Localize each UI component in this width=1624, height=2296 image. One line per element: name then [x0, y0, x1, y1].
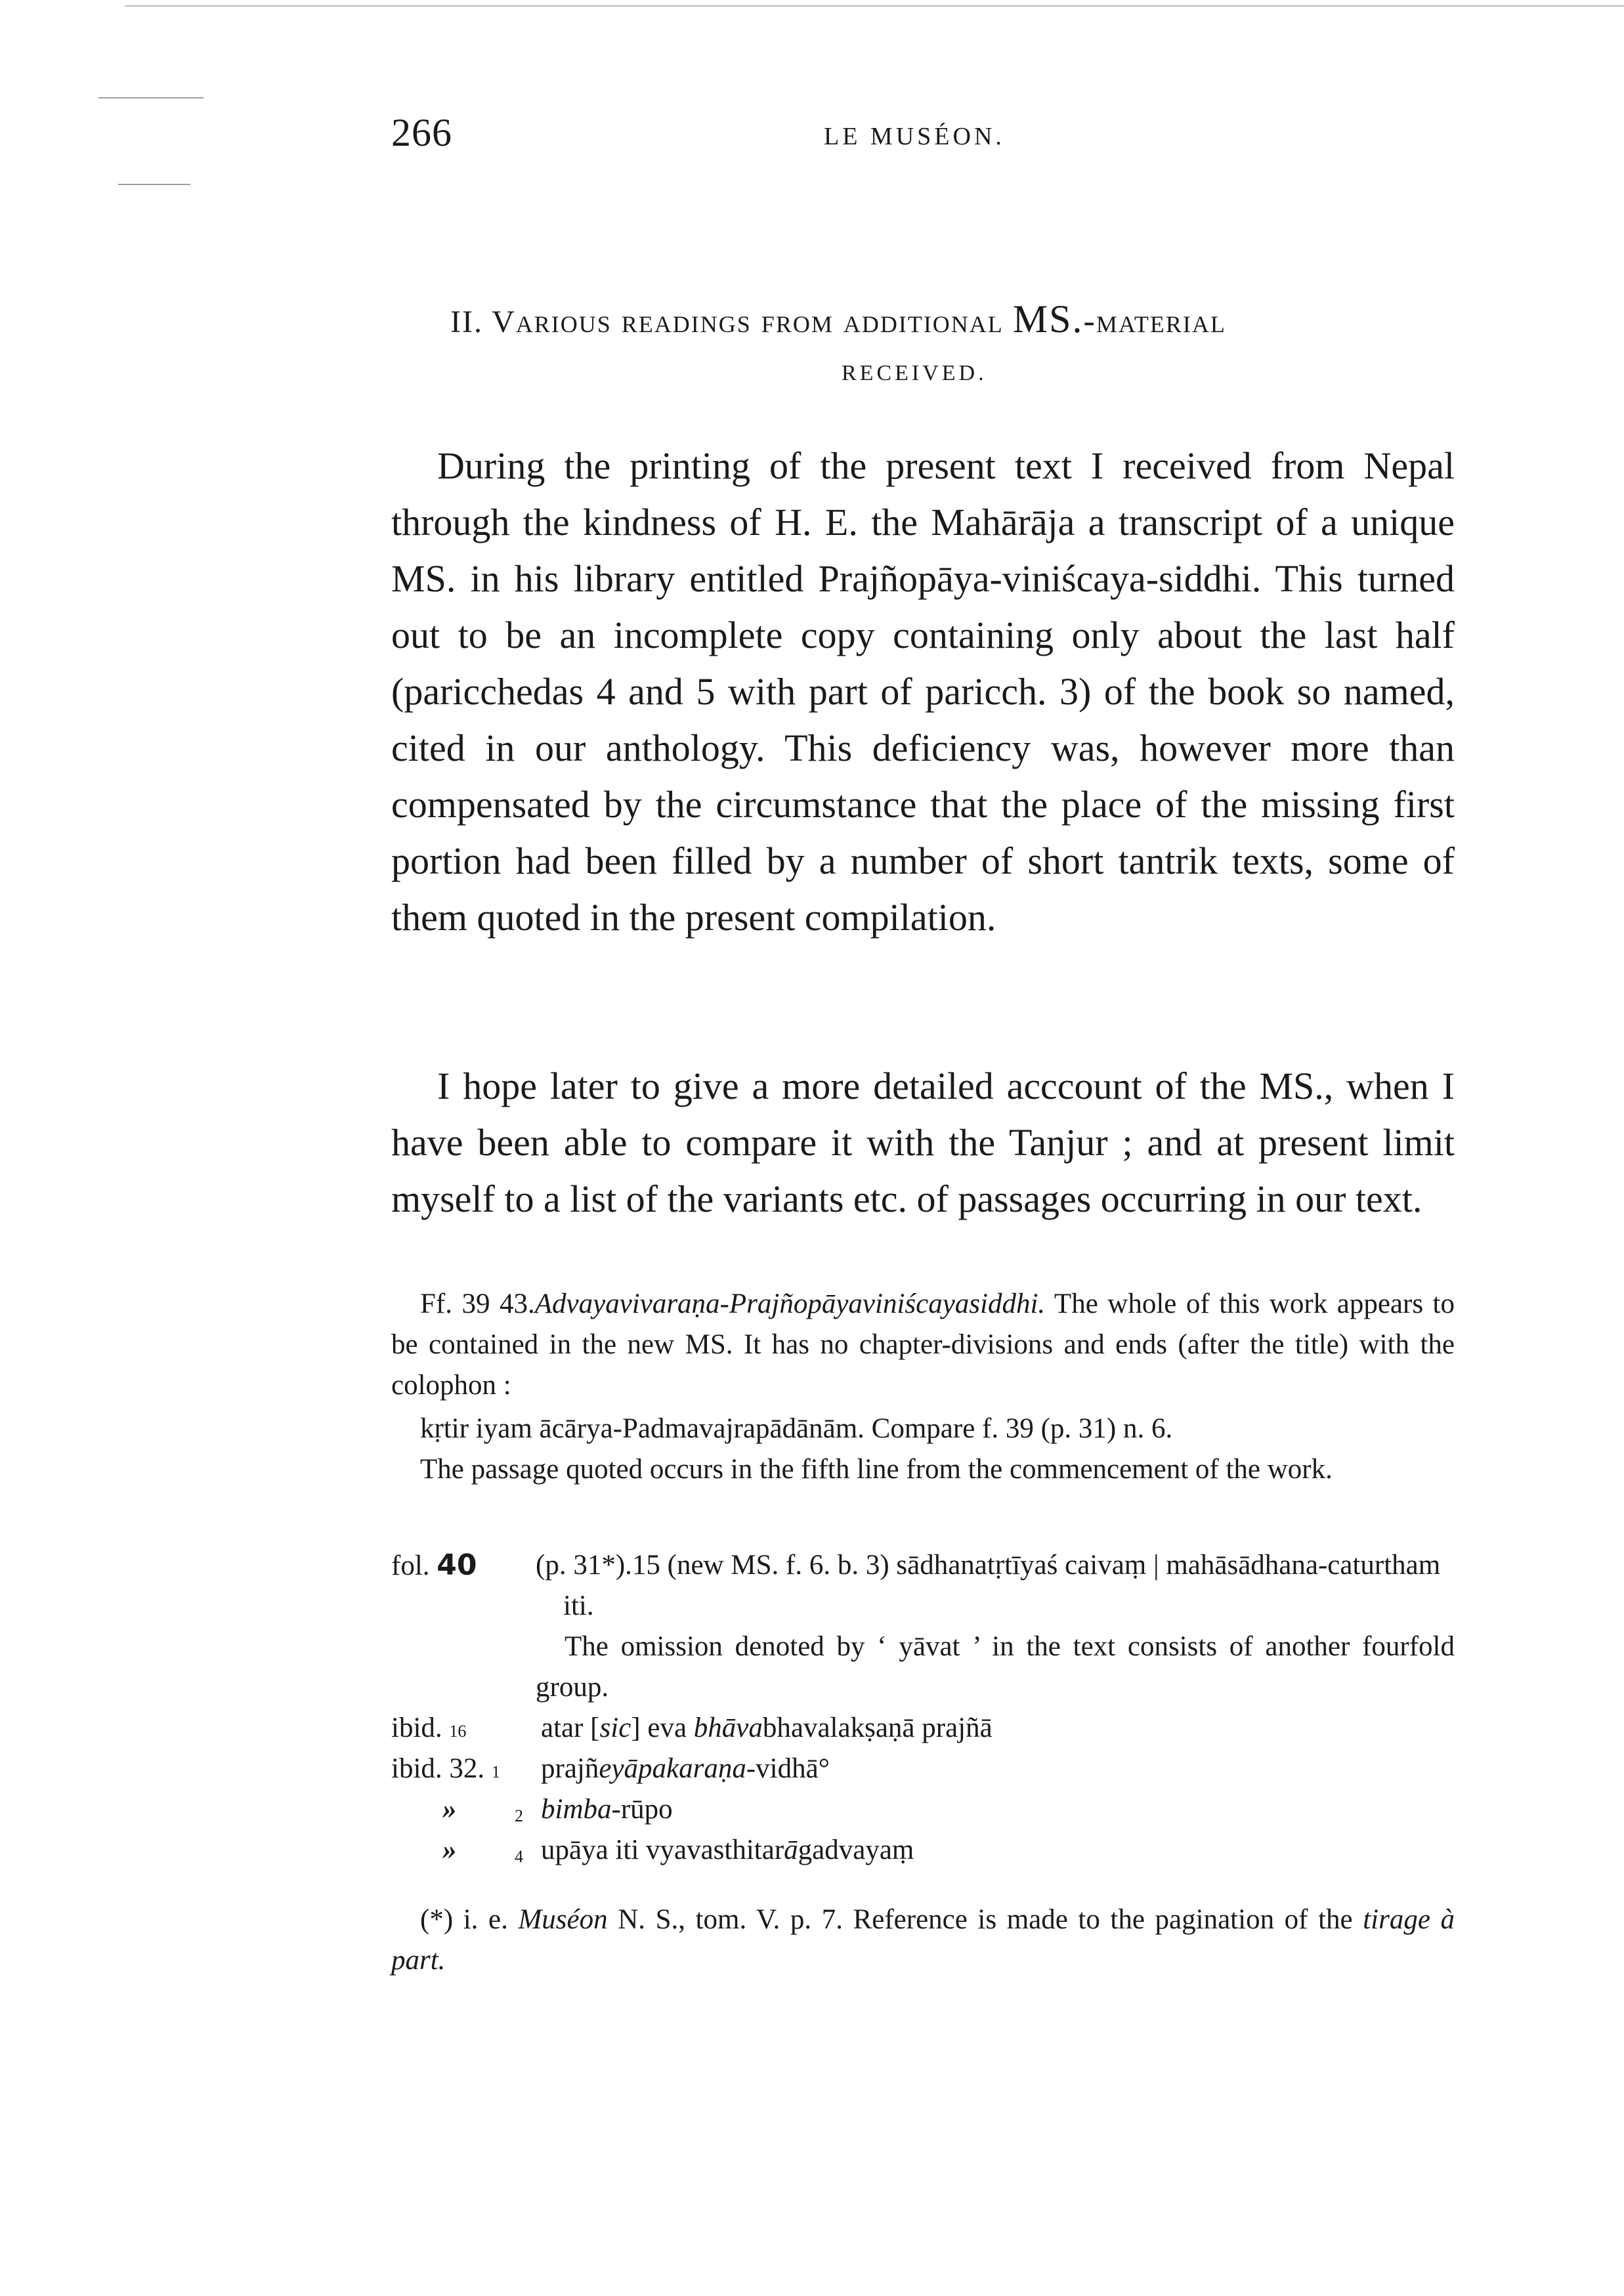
- section-title: [450, 297, 1435, 342]
- variant-row: [391, 1789, 1455, 1830]
- variant-subscript: 2: [515, 1806, 523, 1825]
- variant-text: bimba-rūpo: [541, 1794, 673, 1825]
- folio-row: [391, 1545, 1455, 1626]
- section-title-ms: MS.: [1012, 297, 1084, 341]
- variant-subscript: 4: [515, 1847, 523, 1866]
- left-margin-mark-2: [118, 184, 190, 185]
- note-1-rest: The whole of this work appears to be contained in the new MS. It has no chapter-divisions and ends (after the title) with the colophon :: [391, 1288, 1455, 1401]
- section-title-rest: arious readings from additional: [515, 303, 1004, 340]
- section-title-line2: RECEIVED.: [842, 361, 987, 385]
- section-title-v: V: [492, 305, 516, 339]
- left-margin-mark: [98, 97, 203, 98]
- note-1-prefix: Ff. 39 43.: [420, 1288, 535, 1319]
- folio-label: fol. 40: [391, 1548, 477, 1582]
- top-edge-rule: [125, 5, 1624, 7]
- note-2: kṛtir iyam ācārya-Padmavajrapādānām. Compare f. 39 (p. 31) n. 6.: [420, 1413, 1173, 1444]
- variant-row: [391, 1830, 1455, 1871]
- omission-note: The omission denoted by ‘ yāvat ’ in the text consists of another fourfold group.: [536, 1631, 1455, 1703]
- paragraph-1: During the printing of the present text I received from Nepal through the kindness of H. E. the Mahārāja a transcript of a unique MS. in his library entitled Prajñopāya-viniścaya-siddhi. This turned out to be an incomplete copy containing only about the last half (paricchedas 4 and 5 with part of paricch. 3) of the book so named, cited in our anthology. This deficiency was, however more than compensated by the circumstance that the place of the missing first portion had been filled by a number of short tantrik texts, some of them quoted in the present compilation.: [391, 444, 1455, 939]
- note-1: [391, 1284, 1455, 1406]
- paragraph-2: I hope later to give a more detailed acccount of the MS., when I have been able to compare it with the Tanjur ; and at present limit myself to a list of the variants etc. of passages occurring in our text.: [391, 1065, 1455, 1220]
- page-number: 266: [391, 111, 452, 154]
- variant-row: [391, 1708, 1455, 1749]
- variant-text: upāya iti vyavasthitarāgadvayaṃ: [541, 1835, 914, 1865]
- variant-text: atar [sic] eva bhāvabhavalakṣaṇā prajñā: [541, 1712, 993, 1743]
- section-numeral: II.: [450, 305, 483, 339]
- running-head: LE MUSÉON.: [824, 123, 1005, 150]
- variant-label: ibid. 32. 1: [391, 1753, 500, 1784]
- folio-variants: [391, 1545, 1455, 1871]
- folio-text: (p. 31*).15 (new MS. f. 6. b. 3) sādhanatṛtīyaś caivaṃ | mahāsādhana-caturtham iti.: [536, 1550, 1441, 1621]
- variant-row: [391, 1749, 1455, 1789]
- footnote: (*) i. e. Muséon N. S., tom. V. p. 7. Reference is made to the pagination of the tirage à part.: [391, 1904, 1455, 1976]
- ditto-mark: »: [442, 1794, 457, 1825]
- note-1-title: Advayavivaraṇa-Prajñopāyaviniścayasiddhi.: [534, 1288, 1046, 1319]
- ditto-mark: »: [442, 1835, 457, 1865]
- variant-label: ibid. 16: [391, 1712, 467, 1743]
- section-title-end: -material: [1083, 303, 1226, 340]
- variant-text: prajñeyāpakaraṇa-vidhā°: [541, 1753, 830, 1784]
- folio-number: 40: [437, 1548, 477, 1582]
- note-3: The passage quoted occurs in the fifth line from the commencement of the work.: [420, 1454, 1333, 1485]
